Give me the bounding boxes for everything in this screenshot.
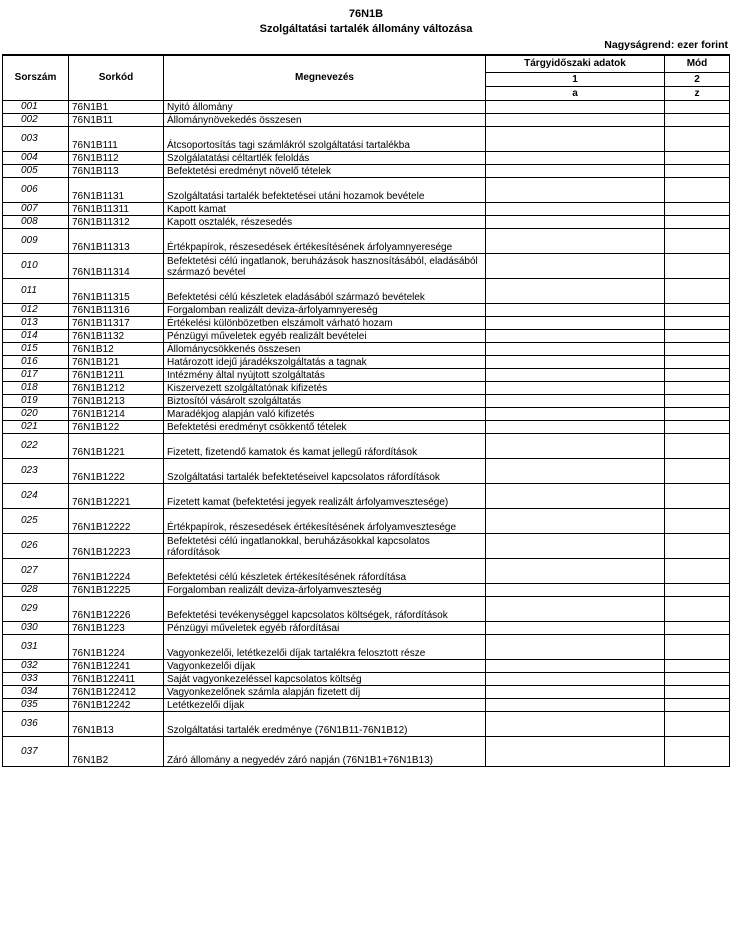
cell-mod-value[interactable] bbox=[665, 508, 730, 533]
row-code: 76N1B1212 bbox=[69, 381, 164, 394]
cell-targyidoszak-value[interactable] bbox=[486, 215, 665, 228]
row-number: 027 bbox=[3, 558, 69, 583]
table-row bbox=[3, 202, 730, 215]
row-number: 037 bbox=[3, 736, 69, 766]
row-name: Szolgáltatási tartalék befektetései utáni hozamok bevétele bbox=[164, 177, 486, 202]
table-row bbox=[3, 164, 730, 177]
table-row bbox=[3, 329, 730, 342]
table-body bbox=[3, 100, 730, 766]
row-code: 76N1B11317 bbox=[69, 316, 164, 329]
table-row bbox=[3, 342, 730, 355]
cell-targyidoszak-value[interactable] bbox=[486, 368, 665, 381]
row-code: 76N1B121 bbox=[69, 355, 164, 368]
cell-targyidoszak-value[interactable] bbox=[486, 558, 665, 583]
row-code: 76N1B12221 bbox=[69, 483, 164, 508]
table-row bbox=[3, 394, 730, 407]
cell-mod-value[interactable] bbox=[665, 583, 730, 596]
cell-targyidoszak-value[interactable] bbox=[486, 126, 665, 151]
table-row bbox=[3, 672, 730, 685]
row-name: Letétkezelői díjak bbox=[164, 698, 486, 711]
row-code: 76N1B11311 bbox=[69, 202, 164, 215]
cell-mod-value[interactable] bbox=[665, 736, 730, 766]
table-row bbox=[3, 621, 730, 634]
row-code: 76N1B12223 bbox=[69, 533, 164, 558]
header-sorszam: Sorszám bbox=[3, 55, 69, 100]
row-name: Fizetett kamat (befektetési jegyek realizált árfolyamvesztesége) bbox=[164, 483, 486, 508]
table-row bbox=[3, 558, 730, 583]
cell-mod-value[interactable] bbox=[665, 685, 730, 698]
table-row bbox=[3, 583, 730, 596]
table-row bbox=[3, 151, 730, 164]
table-row bbox=[3, 100, 730, 113]
cell-mod-value[interactable] bbox=[665, 634, 730, 659]
row-name: Forgalomban realizált deviza-árfolyamveszteség bbox=[164, 583, 486, 596]
table-row bbox=[3, 736, 730, 766]
cell-targyidoszak-value[interactable] bbox=[486, 596, 665, 621]
cell-mod-value[interactable] bbox=[665, 458, 730, 483]
row-name: Értékelési különbözetben elszámolt várható hozam bbox=[164, 316, 486, 329]
row-name: Befektetési célú ingatlanok, beruházások hasznosításából, eladásából származó bevétel bbox=[164, 253, 486, 278]
row-code: 76N1B11315 bbox=[69, 278, 164, 303]
row-code: 76N1B11316 bbox=[69, 303, 164, 316]
cell-targyidoszak-value[interactable] bbox=[486, 164, 665, 177]
cell-mod-value[interactable] bbox=[665, 394, 730, 407]
table-row bbox=[3, 508, 730, 533]
header-megnevezes: Megnevezés bbox=[164, 55, 486, 100]
row-number: 028 bbox=[3, 583, 69, 596]
table-row bbox=[3, 420, 730, 433]
row-code: 76N1B1131 bbox=[69, 177, 164, 202]
row-number: 002 bbox=[3, 113, 69, 126]
row-name: Befektetési célú készletek értékesítésének ráfordítása bbox=[164, 558, 486, 583]
cell-targyidoszak-value[interactable] bbox=[486, 621, 665, 634]
row-name: Forgalomban realizált deviza-árfolyamnyereség bbox=[164, 303, 486, 316]
row-name: Saját vagyonkezeléssel kapcsolatos költség bbox=[164, 672, 486, 685]
report-code: 76N1B bbox=[348, 8, 384, 20]
row-name: Biztosítól vásárolt szolgáltatás bbox=[164, 394, 486, 407]
row-number: 010 bbox=[3, 253, 69, 278]
cell-targyidoszak-value[interactable] bbox=[486, 202, 665, 215]
cell-targyidoszak-value[interactable] bbox=[486, 100, 665, 113]
row-number: 016 bbox=[3, 355, 69, 368]
row-code: 76N1B11313 bbox=[69, 228, 164, 253]
cell-targyidoszak-value[interactable] bbox=[486, 253, 665, 278]
cell-targyidoszak-value[interactable] bbox=[486, 583, 665, 596]
row-number: 036 bbox=[3, 711, 69, 736]
cell-targyidoszak-value[interactable] bbox=[486, 458, 665, 483]
row-name: Kapott osztalék, részesedés bbox=[164, 215, 486, 228]
cell-targyidoszak-value[interactable] bbox=[486, 420, 665, 433]
row-name: Állománycsökkenés összesen bbox=[164, 342, 486, 355]
row-code: 76N1B112 bbox=[69, 151, 164, 164]
cell-targyidoszak-value[interactable] bbox=[486, 736, 665, 766]
header-col1-number: 1 bbox=[486, 72, 665, 86]
row-name: Vagyonkezelői díjak bbox=[164, 659, 486, 672]
row-name: Szolgáltatási tartalék eredménye (76N1B11-76N1B12) bbox=[164, 711, 486, 736]
header-mod: Mód bbox=[665, 55, 730, 72]
cell-mod-value[interactable] bbox=[665, 621, 730, 634]
row-code: 76N1B12241 bbox=[69, 659, 164, 672]
table-row bbox=[3, 303, 730, 316]
cell-mod-value[interactable] bbox=[665, 303, 730, 316]
cell-mod-value[interactable] bbox=[665, 164, 730, 177]
row-name: Szolgálatatási céltartlék feloldás bbox=[164, 151, 486, 164]
table-row bbox=[3, 533, 730, 558]
row-code: 76N1B11314 bbox=[69, 253, 164, 278]
cell-targyidoszak-value[interactable] bbox=[486, 394, 665, 407]
table-row bbox=[3, 368, 730, 381]
row-number: 030 bbox=[3, 621, 69, 634]
cell-targyidoszak-value[interactable] bbox=[486, 711, 665, 736]
row-code: 76N1B1221 bbox=[69, 433, 164, 458]
table-row bbox=[3, 215, 730, 228]
cell-mod-value[interactable] bbox=[665, 381, 730, 394]
header-sorkod: Sorkód bbox=[69, 55, 164, 100]
cell-targyidoszak-value[interactable] bbox=[486, 483, 665, 508]
cell-targyidoszak-value[interactable] bbox=[486, 433, 665, 458]
row-code: 76N1B1213 bbox=[69, 394, 164, 407]
row-name: Befektetési célú készletek eladásából származó bevételek bbox=[164, 278, 486, 303]
row-number: 029 bbox=[3, 596, 69, 621]
row-number: 015 bbox=[3, 342, 69, 355]
row-number: 025 bbox=[3, 508, 69, 533]
row-number: 034 bbox=[3, 685, 69, 698]
row-name: Kapott kamat bbox=[164, 202, 486, 215]
cell-targyidoszak-value[interactable] bbox=[486, 342, 665, 355]
cell-targyidoszak-value[interactable] bbox=[486, 151, 665, 164]
row-code: 76N1B12242 bbox=[69, 698, 164, 711]
row-number: 007 bbox=[3, 202, 69, 215]
table-row bbox=[3, 355, 730, 368]
table-row bbox=[3, 113, 730, 126]
cell-targyidoszak-value[interactable] bbox=[486, 685, 665, 698]
table-row bbox=[3, 177, 730, 202]
row-code: 76N1B12222 bbox=[69, 508, 164, 533]
row-code: 76N1B11312 bbox=[69, 215, 164, 228]
row-code: 76N1B1222 bbox=[69, 458, 164, 483]
row-number: 024 bbox=[3, 483, 69, 508]
row-number: 008 bbox=[3, 215, 69, 228]
report-table bbox=[2, 54, 730, 767]
cell-targyidoszak-value[interactable] bbox=[486, 355, 665, 368]
cell-mod-value[interactable] bbox=[665, 329, 730, 342]
cell-mod-value[interactable] bbox=[665, 672, 730, 685]
table-row bbox=[3, 634, 730, 659]
cell-targyidoszak-value[interactable] bbox=[486, 228, 665, 253]
table-row bbox=[3, 253, 730, 278]
cell-mod-value[interactable] bbox=[665, 433, 730, 458]
row-code: 76N1B11 bbox=[69, 113, 164, 126]
row-number: 035 bbox=[3, 698, 69, 711]
header-col2-letter: z bbox=[665, 86, 730, 100]
row-name: Állománynövekedés összesen bbox=[164, 113, 486, 126]
row-name: Intézmény által nyújtott szolgáltatás bbox=[164, 368, 486, 381]
cell-mod-value[interactable] bbox=[665, 202, 730, 215]
row-number: 005 bbox=[3, 164, 69, 177]
unit-note: Nagyságrend: ezer forint bbox=[604, 39, 728, 51]
row-name: Fizetett, fizetendő kamatok és kamat jellegű ráfordítások bbox=[164, 433, 486, 458]
row-number: 001 bbox=[3, 100, 69, 113]
row-code: 76N1B122412 bbox=[69, 685, 164, 698]
row-code: 76N1B122411 bbox=[69, 672, 164, 685]
cell-targyidoszak-value[interactable] bbox=[486, 634, 665, 659]
row-name: Vagyonkezelői, letétkezelői díjak tartalékra felosztott része bbox=[164, 634, 486, 659]
row-name: Maradékjog alapján való kifizetés bbox=[164, 407, 486, 420]
table-row bbox=[3, 711, 730, 736]
cell-mod-value[interactable] bbox=[665, 698, 730, 711]
header-col1-letter: a bbox=[486, 86, 665, 100]
cell-mod-value[interactable] bbox=[665, 420, 730, 433]
table-row bbox=[3, 381, 730, 394]
cell-mod-value[interactable] bbox=[665, 659, 730, 672]
row-code: 76N1B113 bbox=[69, 164, 164, 177]
row-code: 76N1B12 bbox=[69, 342, 164, 355]
report-title: Szolgáltatási tartalék állomány változása bbox=[259, 23, 473, 35]
row-code: 76N1B12224 bbox=[69, 558, 164, 583]
cell-targyidoszak-value[interactable] bbox=[486, 381, 665, 394]
row-number: 011 bbox=[3, 278, 69, 303]
cell-mod-value[interactable] bbox=[665, 407, 730, 420]
cell-mod-value[interactable] bbox=[665, 113, 730, 126]
row-number: 014 bbox=[3, 329, 69, 342]
row-number: 004 bbox=[3, 151, 69, 164]
row-name: Pénzügyi műveletek egyéb ráfordításai bbox=[164, 621, 486, 634]
cell-mod-value[interactable] bbox=[665, 177, 730, 202]
row-number: 019 bbox=[3, 394, 69, 407]
cell-targyidoszak-value[interactable] bbox=[486, 177, 665, 202]
row-number: 018 bbox=[3, 381, 69, 394]
row-code: 76N1B1223 bbox=[69, 621, 164, 634]
table-row bbox=[3, 659, 730, 672]
row-name: Befektetési tevékenységgel kapcsolatos költségek, ráfordítások bbox=[164, 596, 486, 621]
row-name: Határozott idejű járadékszolgáltatás a tagnak bbox=[164, 355, 486, 368]
table-row bbox=[3, 278, 730, 303]
row-number: 009 bbox=[3, 228, 69, 253]
cell-targyidoszak-value[interactable] bbox=[486, 508, 665, 533]
table-row bbox=[3, 596, 730, 621]
row-name: Befektetési eredményt csökkentő tételek bbox=[164, 420, 486, 433]
row-name: Értékpapírok, részesedések értékesítésének árfolyamnyeresége bbox=[164, 228, 486, 253]
row-number: 003 bbox=[3, 126, 69, 151]
table-row bbox=[3, 228, 730, 253]
row-number: 026 bbox=[3, 533, 69, 558]
cell-targyidoszak-value[interactable] bbox=[486, 672, 665, 685]
row-name: Befektetési célú ingatlanokkal, beruházásokkal kapcsolatos ráfordítások bbox=[164, 533, 486, 558]
cell-targyidoszak-value[interactable] bbox=[486, 329, 665, 342]
cell-mod-value[interactable] bbox=[665, 596, 730, 621]
row-number: 033 bbox=[3, 672, 69, 685]
row-number: 006 bbox=[3, 177, 69, 202]
cell-mod-value[interactable] bbox=[665, 483, 730, 508]
cell-targyidoszak-value[interactable] bbox=[486, 659, 665, 672]
cell-mod-value[interactable] bbox=[665, 558, 730, 583]
row-name: Záró állomány a negyedév záró napján (76N1B1+76N1B13) bbox=[164, 736, 486, 766]
row-name: Pénzügyi műveletek egyéb realizált bevételei bbox=[164, 329, 486, 342]
cell-targyidoszak-value[interactable] bbox=[486, 533, 665, 558]
header-targyidoszak: Tárgyidőszaki adatok bbox=[486, 55, 665, 72]
cell-mod-value[interactable] bbox=[665, 278, 730, 303]
row-number: 017 bbox=[3, 368, 69, 381]
row-code: 76N1B1132 bbox=[69, 329, 164, 342]
row-code: 76N1B1211 bbox=[69, 368, 164, 381]
row-code: 76N1B12225 bbox=[69, 583, 164, 596]
row-code: 76N1B12226 bbox=[69, 596, 164, 621]
row-name: Szolgáltatási tartalék befektetéseivel kapcsolatos ráfordítások bbox=[164, 458, 486, 483]
row-name: Nyitó állomány bbox=[164, 100, 486, 113]
cell-mod-value[interactable] bbox=[665, 126, 730, 151]
row-name: Értékpapírok, részesedések értékesítésének árfolyamvesztesége bbox=[164, 508, 486, 533]
table-row bbox=[3, 407, 730, 420]
cell-targyidoszak-value[interactable] bbox=[486, 278, 665, 303]
table-row bbox=[3, 433, 730, 458]
row-code: 76N1B1214 bbox=[69, 407, 164, 420]
row-name: Befektetési eredményt növelő tételek bbox=[164, 164, 486, 177]
cell-mod-value[interactable] bbox=[665, 342, 730, 355]
cell-mod-value[interactable] bbox=[665, 215, 730, 228]
cell-targyidoszak-value[interactable] bbox=[486, 407, 665, 420]
row-name: Kiszervezett szolgáltatónak kifizetés bbox=[164, 381, 486, 394]
cell-mod-value[interactable] bbox=[665, 368, 730, 381]
row-number: 022 bbox=[3, 433, 69, 458]
cell-targyidoszak-value[interactable] bbox=[486, 113, 665, 126]
table-row bbox=[3, 698, 730, 711]
cell-targyidoszak-value[interactable] bbox=[486, 698, 665, 711]
row-code: 76N1B2 bbox=[69, 736, 164, 766]
cell-mod-value[interactable] bbox=[665, 316, 730, 329]
cell-mod-value[interactable] bbox=[665, 711, 730, 736]
table-row bbox=[3, 685, 730, 698]
table-row bbox=[3, 126, 730, 151]
row-name: Vagyonkezelőnek számla alapján fizetett díj bbox=[164, 685, 486, 698]
row-code: 76N1B111 bbox=[69, 126, 164, 151]
row-code: 76N1B1 bbox=[69, 100, 164, 113]
row-code: 76N1B1224 bbox=[69, 634, 164, 659]
cell-mod-value[interactable] bbox=[665, 151, 730, 164]
row-number: 032 bbox=[3, 659, 69, 672]
cell-mod-value[interactable] bbox=[665, 100, 730, 113]
row-code: 76N1B122 bbox=[69, 420, 164, 433]
row-code: 76N1B13 bbox=[69, 711, 164, 736]
cell-mod-value[interactable] bbox=[665, 355, 730, 368]
cell-mod-value[interactable] bbox=[665, 228, 730, 253]
table-row bbox=[3, 458, 730, 483]
table-row bbox=[3, 483, 730, 508]
cell-mod-value[interactable] bbox=[665, 253, 730, 278]
cell-targyidoszak-value[interactable] bbox=[486, 316, 665, 329]
header-col2-number: 2 bbox=[665, 72, 730, 86]
row-number: 023 bbox=[3, 458, 69, 483]
row-number: 013 bbox=[3, 316, 69, 329]
row-number: 021 bbox=[3, 420, 69, 433]
cell-targyidoszak-value[interactable] bbox=[486, 303, 665, 316]
table-row bbox=[3, 316, 730, 329]
row-number: 020 bbox=[3, 407, 69, 420]
cell-mod-value[interactable] bbox=[665, 533, 730, 558]
row-number: 012 bbox=[3, 303, 69, 316]
row-number: 031 bbox=[3, 634, 69, 659]
row-name: Átcsoportosítás tagi számlákról szolgáltatási tartalékba bbox=[164, 126, 486, 151]
